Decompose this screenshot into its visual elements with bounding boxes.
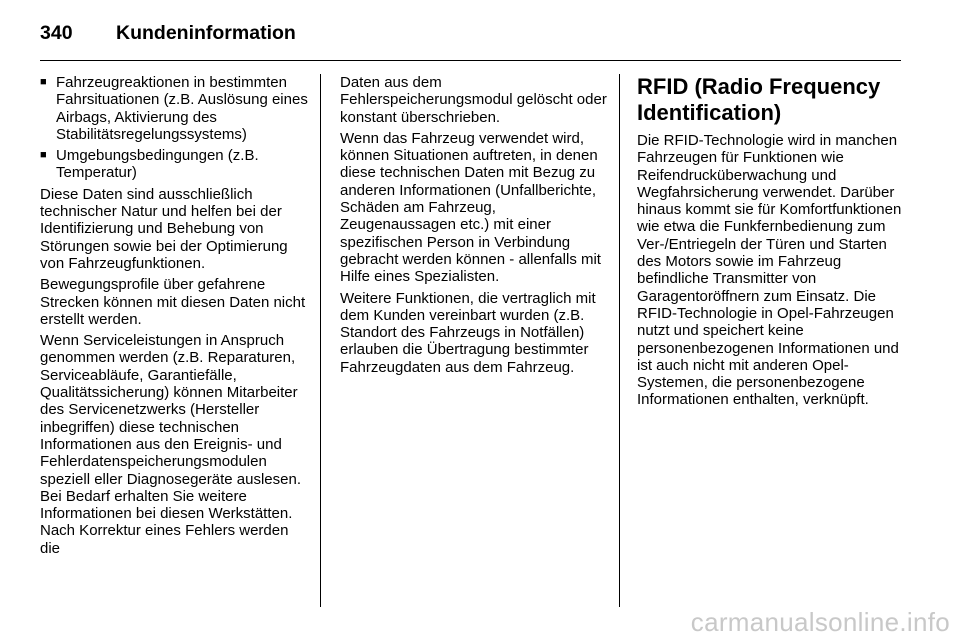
bullet-square-icon: ■ [40,76,47,88]
section-heading: RFID (Radio Frequency Identification) [637,74,881,125]
paragraph: Weitere Funktionen, die vertraglich mit dem Kunden vereinbart wurden (z.B. Standort des Fahrzeugs in Notfällen) erlauben die Übertragung bestimmter Fahrzeugdaten aus dem Fahrzeug. [340,289,596,376]
paragraph: Bewegungsprofile über gefahrene Strecken können mit diesen Daten nicht erstellt werden. [40,276,306,328]
list-item-text: Fahrzeugreaktionen in bestimmten Fahrsituationen (z.B. Auslösung eines Airbags, Aktivierung des Stabilitätsregelungssystems) [56,74,308,143]
text-column-2 [340,74,608,380]
list-item [40,147,308,182]
text-column-3 [637,74,905,413]
column-divider-1 [320,74,321,607]
list-item-text: Umgebungsbedingungen (z.B. Temperatur) [56,147,259,182]
paragraph: Daten aus dem Fehlerspeicherungsmodul gelöscht oder konstant überschrieben. [340,74,607,126]
paragraph: Wenn Serviceleistungen in Anspruch genommen werden (z.B. Reparaturen, Serviceabläufe, Garantiefälle, Qualitätssicherung) können Mitarbeiter des Servicenetzwerks (Hersteller inbegriffen) diese technischen Informationen aus den Ereignis- und Fehlerdatenspeicherungsmodulen speziell eller Diagnosegeräte auslesen. Bei Bedarf erhalten Sie weitere Informationen bei diesen Werkstätten. Nach Korrektur eines Fehlers werden die [40,332,301,557]
header-divider [40,60,901,61]
page-title: Kundeninformation [116,22,296,44]
watermark: carmanualsonline.info [690,607,950,637]
column-divider-2 [619,74,620,607]
list-item [40,74,308,143]
paragraph: Die RFID-Technologie wird in manchen Fahrzeugen für Funktionen wie Reifendrucküberwachung und Wegfahrsicherung verwendet. Darüber hinaus kommt sie für Komfortfunktionen wie etwa die Funkfernbedienung zum Ver-/Entriegeln der Türen und Starten des Motors sowie im Fahrzeug befindliche Transmitter von Garagentoröffnern zum Einsatz. Die RFID-Technologie in Opel-Fahrzeugen nutzt und speichert keine personenbezogenen Informationen und ist auch nicht mit anderen Opel-Systemen, die personenbezogene Informationen enthalten, verknüpft. [637,132,902,409]
paragraph: Diese Daten sind ausschließlich technischer Natur und helfen bei der Identifizierung und Behebung von Störungen sowie bei der Optimierung von Fahrzeugfunktionen. [40,185,288,272]
text-column-1 [40,74,308,561]
bullet-square-icon: ■ [40,149,47,162]
page-header [40,18,296,48]
page-number: 340 [40,22,73,44]
paragraph: Wenn das Fahrzeug verwendet wird, können Situationen auftreten, in denen diese technischen Daten mit Bezug zu anderen Informationen (Unfallberichte, Schäden am Fahrzeug, Zeugenaussagen etc.) mit einer spezifischen Person in Verbindung gebracht werden können - allenfalls mit Hilfe eines Spezialisten. [340,129,601,286]
